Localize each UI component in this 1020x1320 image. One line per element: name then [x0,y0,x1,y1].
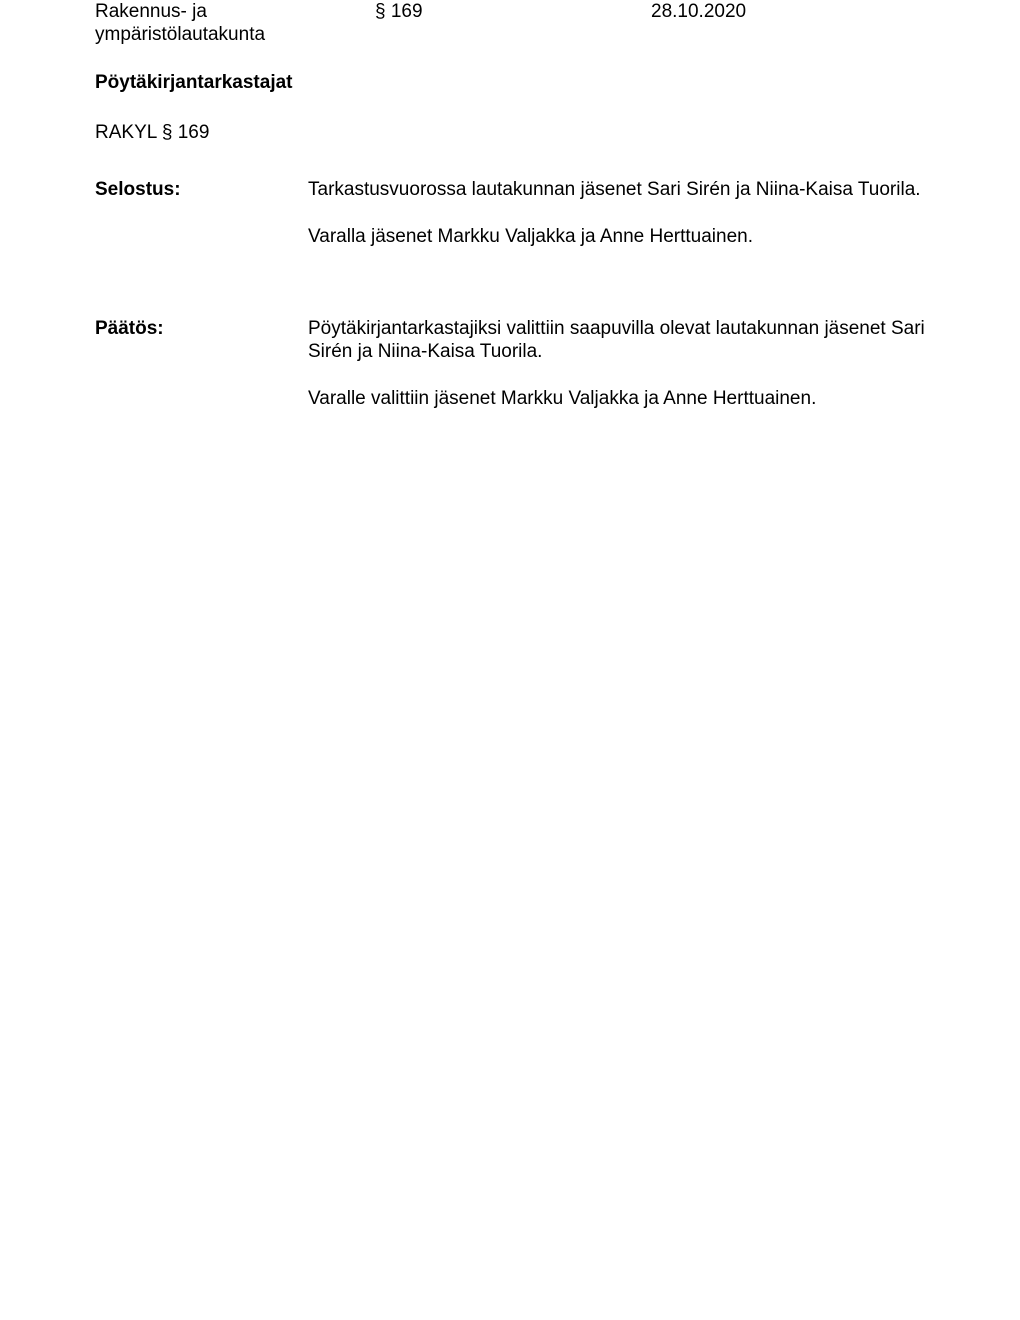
meeting-date: 28.10.2020 [651,1,747,22]
selostus-label: Selostus: [95,179,181,200]
section-number: § 169 [375,1,423,22]
document-reference: RAKYL § 169 [95,122,210,143]
organization-name-line2: ympäristölautakunta [95,24,266,45]
organization-name [95,0,355,46]
selostus-paragraph-2: Varalla jäsenet Markku Valjakka ja Anne Herttuainen. [308,226,753,247]
document-title: Pöytäkirjantarkastajat [95,72,293,93]
selostus-paragraph-1: Tarkastusvuorossa lautakunnan jäsenet Sari Sirén ja Niina-Kaisa Tuorila. [308,179,921,200]
selostus-content [308,178,948,248]
paatos-label: Päätös: [95,318,164,339]
organization-name-line1: Rakennus- ja [95,1,207,22]
paatos-paragraph-1: Pöytäkirjantarkastajiksi valittiin saapuvilla olevat lautakunnan jäsenet Sari Sirén ja Niina-Kaisa Tuorila. [308,318,925,362]
paatos-paragraph-2: Varalle valittiin jäsenet Markku Valjakka ja Anne Herttuainen. [308,388,817,409]
paatos-content [308,317,948,410]
